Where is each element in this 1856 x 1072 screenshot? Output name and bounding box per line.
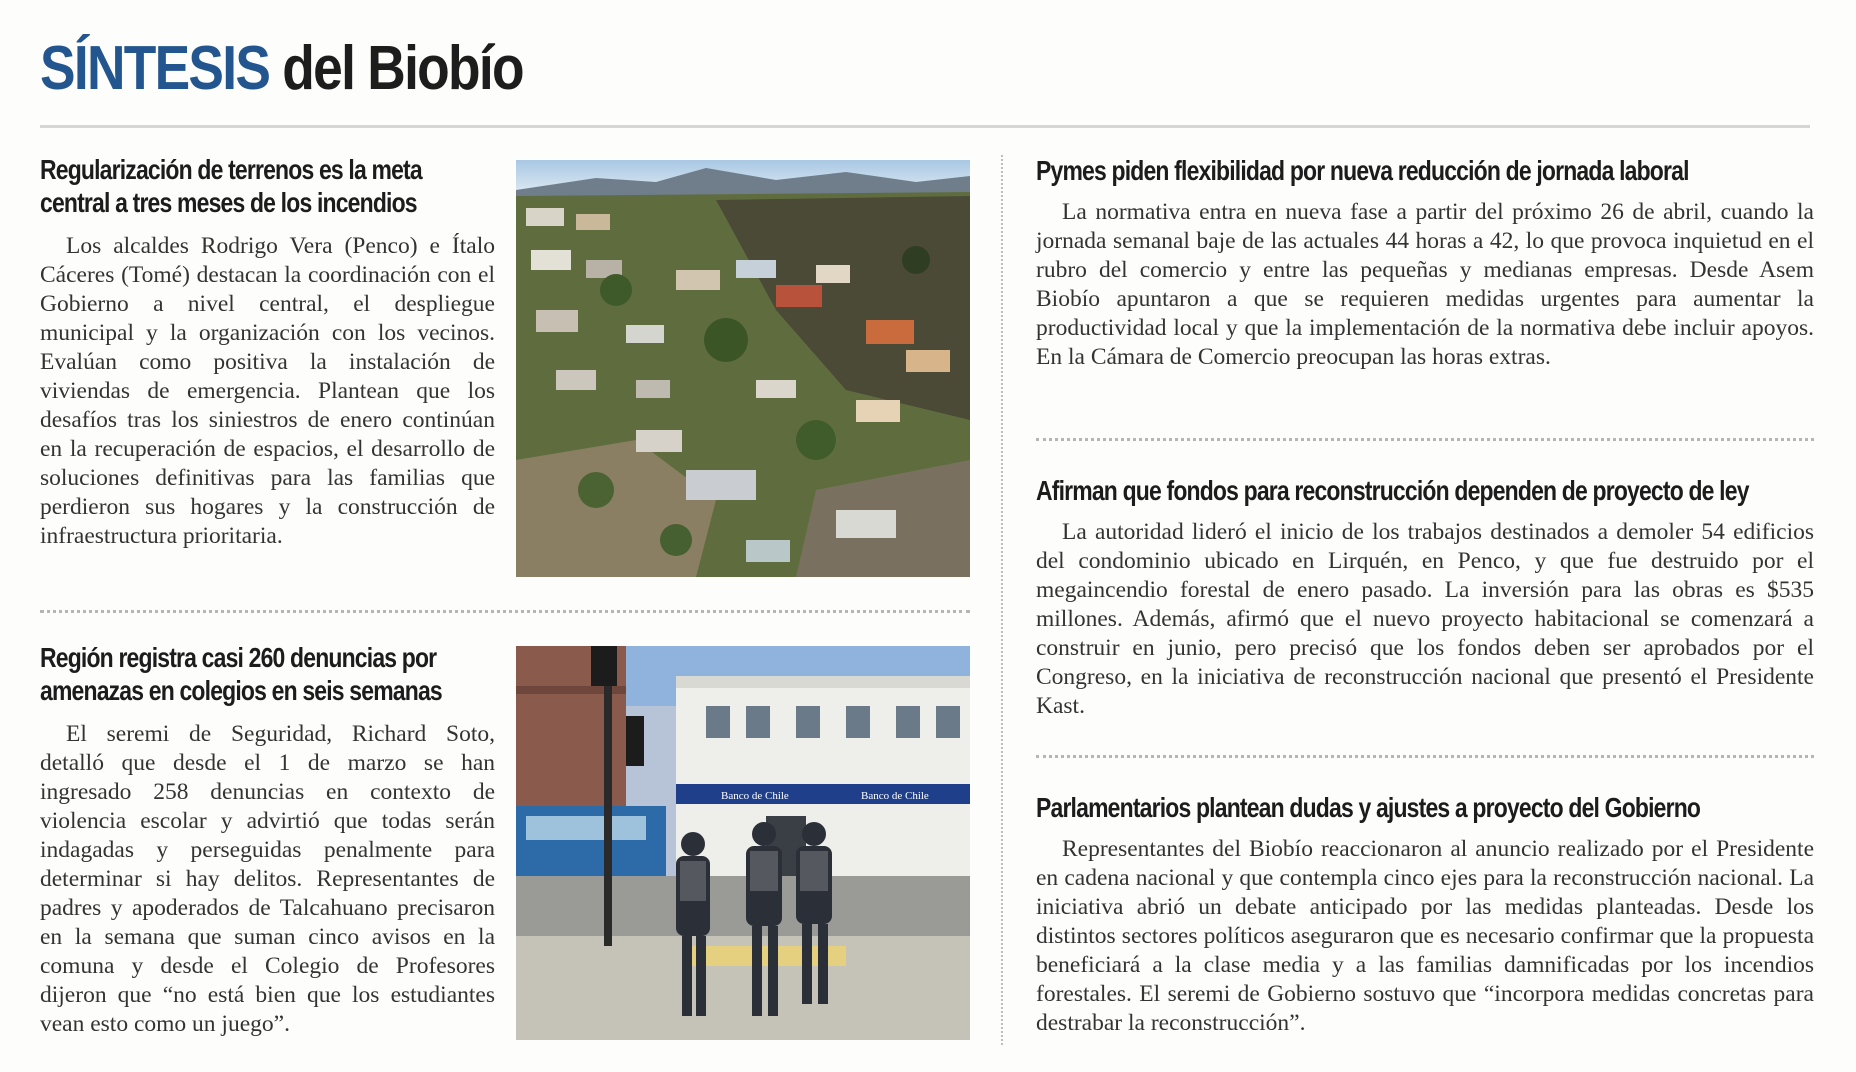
hillside-fire-photo <box>516 160 970 577</box>
bank-sign-right: Banco de Chile <box>861 790 929 802</box>
article-headline: Regularización de terrenos es la meta central a tres meses de los incendios <box>40 154 422 218</box>
page-title <box>40 34 523 103</box>
article-body: Representantes del Biobío reaccionaron al anuncio realizado por el Presidente en cadena nacional y que contempla cinco ejes para la reconstrucción nacional. La iniciativa abrió un debate anticipado por las medidas planteadas. Desde los distintos sectores políticos aseguraron que es necesario confirmar que la propuesta beneficiará a la clase media y a las familias damnificadas por los incendios forestales. El seremi de Gobierno sostuvo que “incorpora medidas concretas para destrabar la reconstrucción”. <box>1036 836 1814 1036</box>
students-street-photo <box>516 646 970 1040</box>
article-body: Los alcaldes Rodrigo Vera (Penco) e Ítalo Cáceres (Tomé) destacan la coordinación con el Gobierno a nivel central, el despliegue municipal y la organización con los vecinos. Evalúan como positiva la instalación de viviendas de emergencia. Plantean que los desafíos tras los siniestros de enero continúan en la recuperación de espacios, el desarrollo de soluciones definitivas para las familias que perdieron sus hogares y la construcción de infraestructura prioritaria. <box>40 233 495 549</box>
header-rule <box>40 125 1810 128</box>
bank-sign-left: Banco de Chile <box>721 790 789 802</box>
article-body: La normativa entra en nueva fase a partir del próximo 26 de abril, cuando la jornada semanal baje de las actuales 44 horas a 42, lo que provoca inquietud en el rubro del comercio y entre las pequeñas y medianas empresas. Desde Asem Biobío apuntaron a que se requieren medidas urgentes para aumentar la productividad local y que la implementación de la normativa debe incluir apoyos. En la Cámara de Comercio preocupan las horas extras. <box>1036 199 1814 370</box>
article-headline: Pymes piden flexibilidad por nueva reducción de jornada laboral <box>1036 155 1689 186</box>
article-body: El seremi de Seguridad, Richard Soto, detalló que desde el 1 de marzo se han ingresado 258 denuncias en contexto de violencia escolar y advirtió que todas serán indagadas y perseguidas penalmente para determinar si hay delitos. Representantes de padres y apoderados de Talcahuano precisaron en la semana que suman cinco avisos en la comuna y desde el Colegio de Profesores dijeron que “no está bien que los estudiantes vean esto como un juego”. <box>40 721 495 1037</box>
article-headline: Región registra casi 260 denuncias por amenazas en colegios en seis semanas <box>40 642 442 706</box>
section-divider <box>1036 755 1814 758</box>
section-divider <box>1036 438 1814 441</box>
article-headline: Afirman que fondos para reconstrucción dependen de proyecto de ley <box>1036 475 1749 506</box>
page-title-accent: SÍNTESIS <box>40 34 270 103</box>
column-divider <box>1001 155 1003 1045</box>
article-body: La autoridad lideró el inicio de los trabajos destinados a demoler 54 edificios del condominio ubicado en Lirquén, en Penco, y que fue destruido por el megaincendio forestal de enero pasado. La inversión para las obras es $535 millones. Además, afirmó que el nuevo proyecto habitacional se comenzará a construir en junio, pero precisó que los fondos deben ser aprobados por el Congreso, en la iniciativa de reconstrucción nacional que presentó el Presidente Kast. <box>1036 519 1814 719</box>
article-headline: Parlamentarios plantean dudas y ajustes a proyecto del Gobierno <box>1036 792 1701 823</box>
section-divider <box>40 610 970 613</box>
page-title-rest: del Biobío <box>282 34 523 103</box>
